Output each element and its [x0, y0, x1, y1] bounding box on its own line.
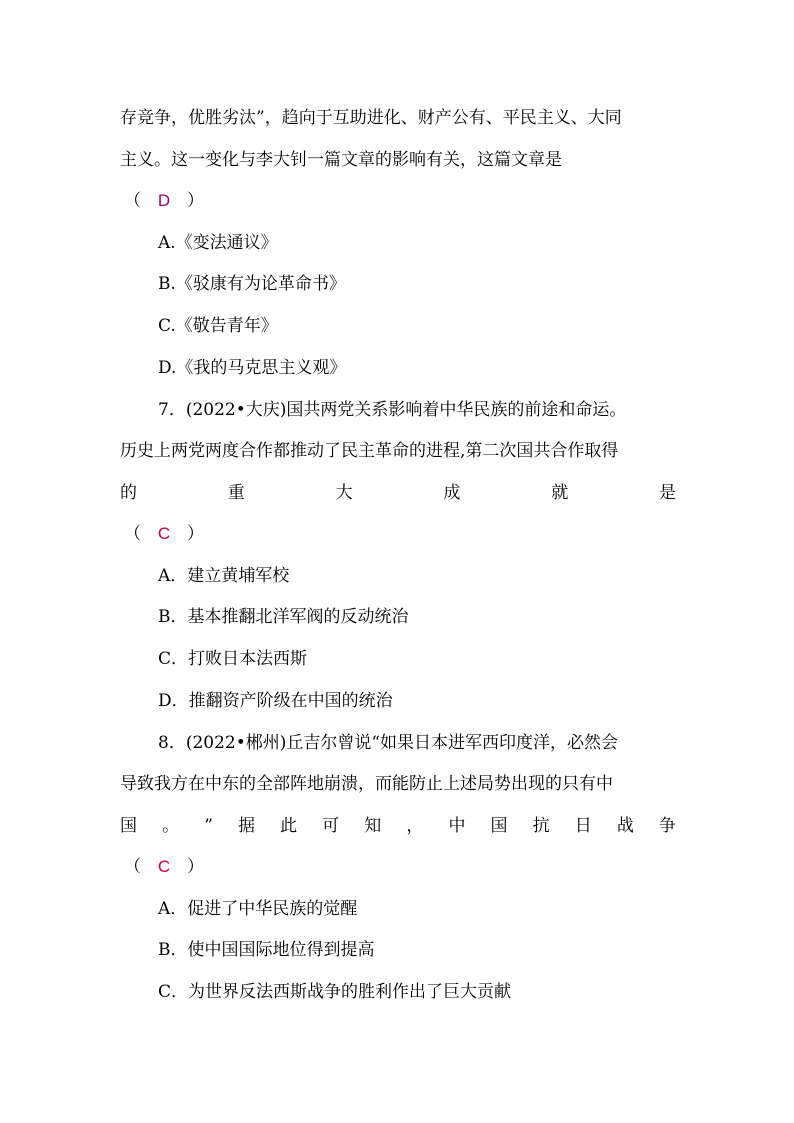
q8-stem-line-3 [120, 814, 676, 838]
q6-answer-bracket [124, 189, 204, 213]
open-paren: （ [124, 191, 141, 211]
q7-word: 就 [551, 483, 569, 503]
q7-option-d: D．推翻资产阶级在中国的统治 [158, 691, 393, 711]
q8-answer-bracket [124, 855, 204, 879]
q7-option-c: C．打败日本法西斯 [158, 649, 308, 669]
close-paren: ） [187, 191, 204, 211]
q7-word: 重 [227, 483, 245, 503]
q7-stem-line-3 [120, 481, 676, 505]
q8-option-a: A．促进了中华民族的觉醒 [158, 899, 358, 919]
q7-stem-line-1: 7．(2022•大庆)国共两党关系影响着中华民族的前途和命运。 [158, 400, 627, 420]
q8-word: 抗 [532, 816, 550, 836]
q7-answer: C [157, 524, 171, 543]
q7-answer-bracket [124, 522, 204, 546]
q6-option-d: D.《我的马克思主义观》 [158, 358, 347, 378]
q8-word: ” [204, 816, 213, 836]
q8-word: 国 [490, 816, 508, 836]
q8-answer: C [157, 857, 171, 876]
q8-stem-line-1: 8．(2022•郴州)丘吉尔曾说“如果日本进军西印度洋，必然会 [158, 733, 619, 753]
q8-word: 据 [237, 816, 255, 836]
q6-option-a: A.《变法通议》 [158, 233, 278, 253]
q8-word: 此 [280, 816, 298, 836]
q6-answer: D [157, 191, 171, 210]
q8-option-c: C．为世界反法西斯战争的胜利作出了巨大贡献 [158, 982, 512, 1002]
q8-word: 争 [658, 816, 676, 836]
q6-option-c: C.《敬告青年》 [158, 316, 278, 336]
q8-word: 知 [364, 816, 382, 836]
q7-stem-line-2: 历史上两党两度合作都推动了民主革命的进程,第二次国共合作取得 [120, 441, 619, 461]
q8-word: 可 [322, 816, 340, 836]
q8-word: 战 [616, 816, 634, 836]
close-paren: ） [187, 857, 204, 877]
q6-stem-line-1: 存竞争，优胜劣汰”，趋向于互助进化、财产公有、平民主义、大同 [120, 108, 622, 128]
q7-word: 的 [120, 483, 137, 503]
q8-word: 日 [574, 816, 592, 836]
q8-option-b: B．使中国国际地位得到提高 [158, 940, 375, 960]
open-paren: （ [124, 524, 141, 544]
q7-word: 成 [443, 483, 461, 503]
q7-option-a: A．建立黄埔军校 [158, 566, 290, 586]
q8-word: 。 [162, 816, 180, 836]
q8-word: 中 [448, 816, 466, 836]
q8-word: 国 [120, 816, 137, 836]
close-paren: ） [187, 524, 204, 544]
q7-option-b: B．基本推翻北洋军阀的反动统治 [158, 607, 409, 627]
open-paren: （ [124, 857, 141, 877]
q6-option-b: B.《驳康有为论革命书》 [158, 274, 346, 294]
q6-stem-line-2: 主义。这一变化与李大钊一篇文章的影响有关，这篇文章是 [120, 150, 562, 170]
q8-stem-line-2: 导致我方在中东的全部阵地崩溃，而能防止上述局势出现的只有中 [120, 774, 613, 794]
q8-word: ， [406, 816, 424, 836]
q7-word: 是 [658, 483, 676, 503]
q7-word: 大 [335, 483, 353, 503]
